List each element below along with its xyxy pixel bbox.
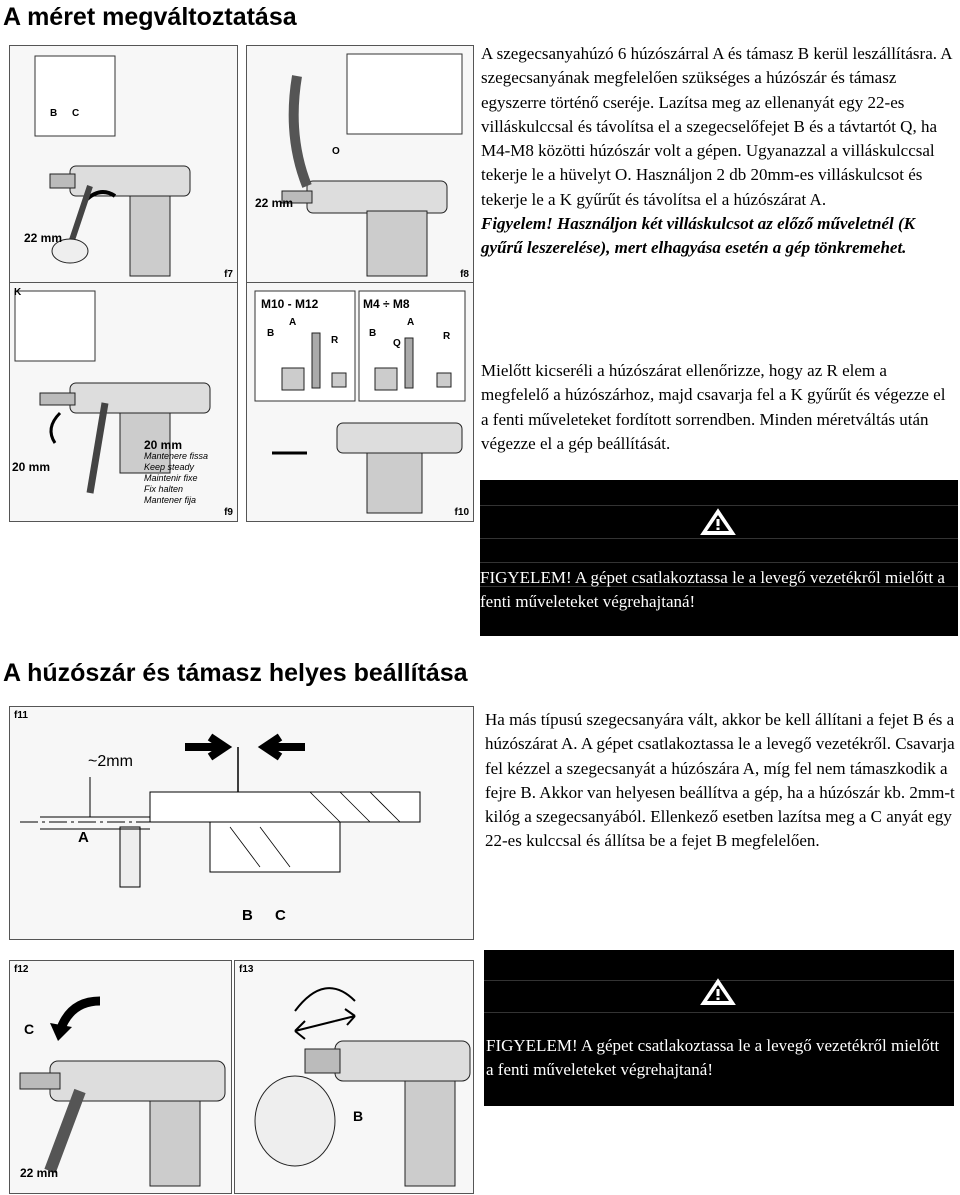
label-c: C — [72, 108, 80, 119]
figure-f11-drawing — [10, 707, 473, 939]
range-label-1: M10 - M12 — [261, 297, 319, 311]
size-label: 22 mm — [24, 231, 63, 245]
figure-tag: f7 — [224, 269, 233, 280]
figure-tag: f13 — [239, 964, 254, 975]
figure-f10-drawing — [247, 283, 473, 521]
note: Mantener fija — [144, 495, 197, 505]
divider — [480, 505, 958, 506]
figure-f8-drawing — [247, 46, 473, 283]
divider — [484, 1012, 954, 1013]
figure-f7 — [9, 45, 238, 284]
label-c: C — [24, 1021, 35, 1037]
label-k: K — [14, 287, 22, 298]
part-label: A — [407, 317, 415, 328]
note: Keep steady — [144, 462, 195, 472]
figure-f12 — [9, 960, 232, 1194]
warning-box-2 — [484, 950, 954, 1106]
warning-triangle-icon — [700, 978, 736, 1006]
range-label-2: M4 ÷ M8 — [363, 297, 410, 311]
paragraph: Mielőtt kicseréli a húzószárat ellenőrizze, hogy az R elem a megfelelő a húzószárhoz, majd csavarja fel a K gyűrűt és végezze el a fenti műveleteket fordított sorrendben. Minden méretváltás után végezze el a gép beállítását. — [481, 361, 946, 453]
hold-steady-notes — [144, 451, 208, 506]
size-label-2: 20 mm — [144, 438, 183, 452]
figure-f7-drawing — [10, 46, 237, 283]
part-label: R — [331, 335, 339, 346]
part-label: R — [443, 331, 451, 342]
section1-text-2 — [481, 359, 956, 456]
figure-f8 — [246, 45, 474, 284]
divider — [480, 562, 958, 563]
figure-tag: f9 — [224, 507, 233, 518]
figure-f12-drawing — [10, 961, 231, 1193]
warning-text: FIGYELEM! A gépet csatlakoztassa le a levegő vezetékről mielőtt a fenti műveleteket végrehajtaná! — [486, 1036, 940, 1079]
warning-text: FIGYELEM! A gépet csatlakoztassa le a levegő vezetékről mielőtt a fenti műveleteket végrehajtaná! — [480, 568, 945, 611]
figure-tag: f11 — [14, 710, 28, 721]
section1-text — [481, 42, 956, 261]
size-label: 22 mm — [20, 1166, 59, 1180]
figure-tag: f10 — [454, 507, 469, 518]
warning-box — [480, 480, 958, 636]
bold-warning-text: Figyelem! Használjon két villáskulcsot az előző műveletnél (K gyűrű leszerelése), mert elhagyása esetén a gép tönkremehet. — [481, 214, 915, 258]
figure-tag: f12 — [14, 964, 29, 975]
label-b: B — [50, 108, 58, 119]
label-b: B — [242, 907, 253, 924]
note: Fix halten — [144, 484, 184, 494]
section-title-adjustment: A húzószár és támasz helyes beállítása — [3, 659, 468, 687]
label-a: A — [78, 829, 89, 846]
note: Mantenere fissa — [144, 451, 209, 461]
size-label: 22 mm — [255, 196, 294, 210]
divider — [480, 538, 958, 539]
part-label: A — [289, 317, 297, 328]
figure-f13 — [234, 960, 474, 1194]
figure-f10 — [246, 282, 474, 522]
figure-tag: f8 — [460, 269, 469, 280]
dimension-label: ~2mm — [88, 753, 133, 770]
warning-triangle-icon — [700, 508, 736, 536]
paragraph: Ha más típusú szegecsanyára vált, akkor be kell állítani a fejet B és a húzószárat A. A gépet csatlakoztassa le a levegő vezetékről. Csavarja fel kézzel a szegecsanyát a húzószára A, míg fel nem támaszkodik a fejre B. Akkor van helyesen beállítva a gép, ha a húzószár kb. 2mm-t kilóg a szegecsanyából. Ellenkező esetben lazítsa meg a C anyát egy 22-es kulccsal és állítsa be a fejet B megfelelően. — [485, 710, 955, 851]
label-o: O — [332, 146, 340, 157]
part-label: Q — [393, 338, 401, 349]
section2-text — [485, 708, 955, 854]
figure-f13-drawing — [235, 961, 473, 1193]
part-label: B — [369, 328, 377, 339]
size-label-1: 20 mm — [12, 460, 51, 474]
figure-f11 — [9, 706, 474, 940]
part-label: B — [267, 328, 275, 339]
label-c: C — [275, 907, 286, 924]
figure-f9 — [9, 282, 238, 522]
label-b: B — [353, 1108, 364, 1124]
section-title-size-change: A méret megváltoztatása — [3, 3, 297, 31]
paragraph: A szegecsanyahúzó 6 húzószárral A és támasz B kerül leszállításra. A szegecsanyának megfelelően szükséges a húzószár és támasz egyszerre történő cseréje. Lazítsa meg az ellenanyát egy 22-es villáskulccsal és távolítsa el a szegecselőfejet B és a távtartót Q, ha M4-M8 közötti húzószár volt a gépen. Ugyanazzal a villáskulccsal tekerje le a hüvelyt O. Használjon 2 db 20mm-es villáskulcsot és tekerje le a K gyűrűt és távolítsa el a húzószárat A. — [481, 44, 952, 209]
note: Maintenir fixe — [144, 473, 198, 483]
